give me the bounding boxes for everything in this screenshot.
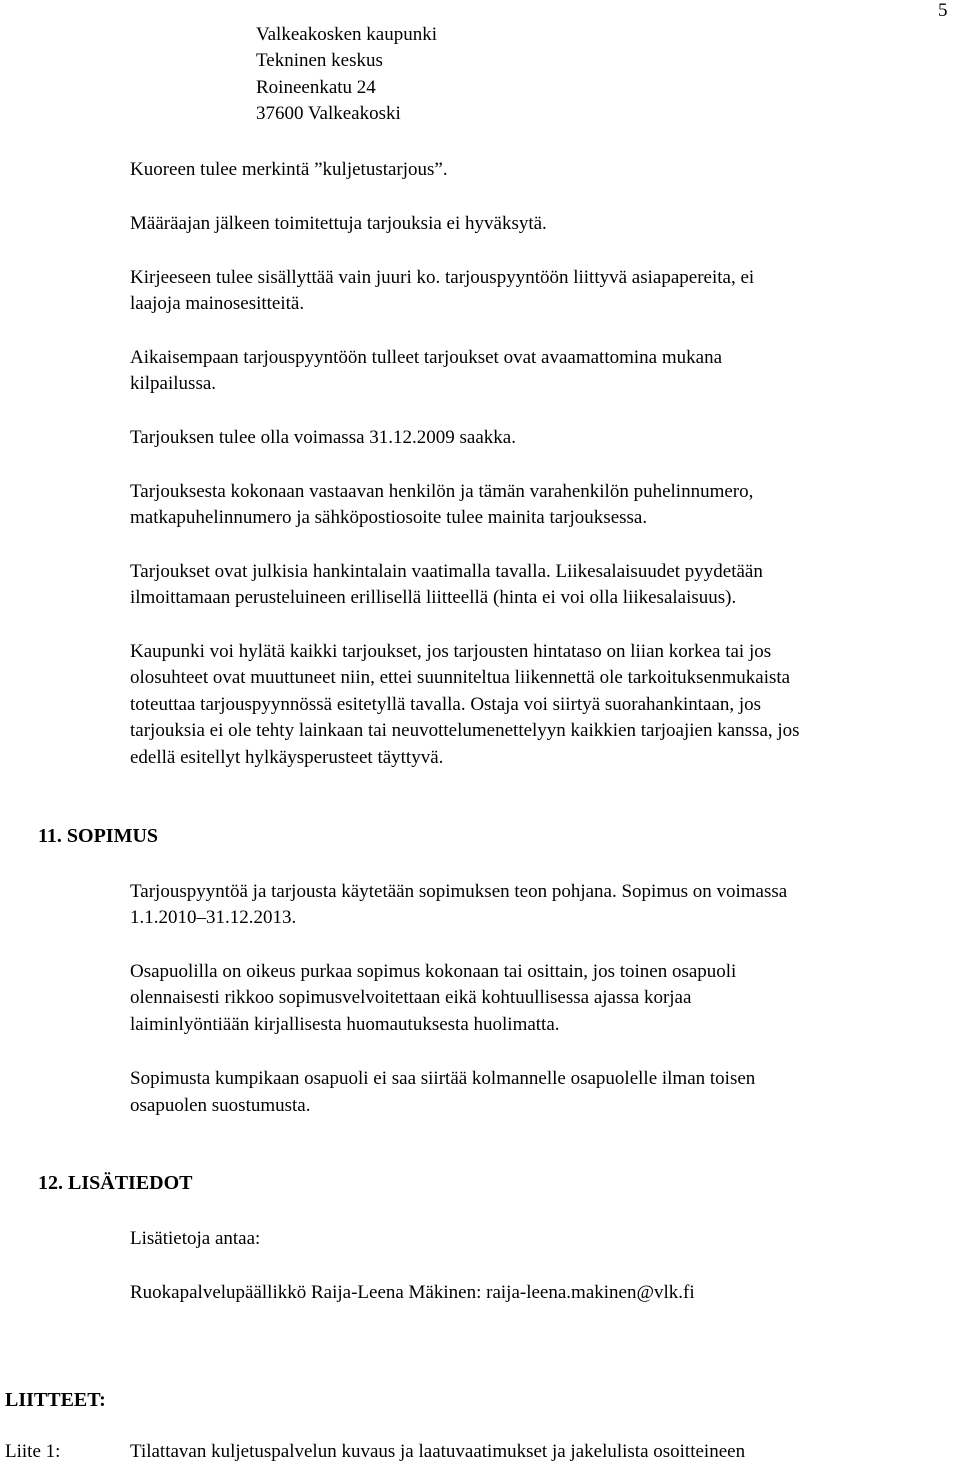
paragraph-line: tarjouksia ei ole tehty lainkaan tai neuvottelumenettelyyn kaikkien tarjoajien kanssa, jos xyxy=(130,720,800,741)
attachment-description: Tilattavan kuljetuspalvelun kuvaus ja laatuvaatimukset ja jakelulista osoitteineen xyxy=(130,1441,746,1462)
paragraph: Lisätietoja antaa: xyxy=(130,1228,261,1249)
paragraph-line: laiminlyöntiään kirjallisesta huomautuksesta huolimatta. xyxy=(130,1014,560,1035)
paragraph-line: edellä esitellyt hylkäysperusteet täyttyvä. xyxy=(130,747,444,768)
page-number: 5 xyxy=(938,0,948,21)
paragraph: Määräajan jälkeen toimitettuja tarjouksia ei hyväksytä. xyxy=(130,213,547,234)
paragraph-line: laajoja mainosesitteitä. xyxy=(130,293,305,314)
section-heading-lisatiedot: 12. LISÄTIEDOT xyxy=(38,1172,193,1194)
paragraph-line: Tarjouksesta kokonaan vastaavan henkilön ja tämän varahenkilön puhelinnumero, xyxy=(130,481,754,502)
paragraph-line: osapuolen suostumusta. xyxy=(130,1095,311,1116)
paragraph-line: matkapuhelinnumero ja sähköpostiosoite tulee mainita tarjouksessa. xyxy=(130,507,648,528)
paragraph-line: ilmoittamaan perusteluineen erillisellä liitteellä (hinta ei voi olla liikesalaisuus). xyxy=(130,587,737,608)
paragraph-line: Kirjeeseen tulee sisällyttää vain juuri ko. tarjouspyyntöön liittyvä asiapapereita, ei xyxy=(130,267,755,288)
paragraph-line: olennaisesti rikkoo sopimusvelvoitettaan eikä kohtuullisessa ajassa korjaa xyxy=(130,987,692,1008)
paragraph-line: Osapuolilla on oikeus purkaa sopimus kokonaan tai osittain, jos toinen osapuoli xyxy=(130,961,737,982)
address-line: Valkeakosken kaupunki xyxy=(256,24,437,45)
paragraph-line: Tarjouspyyntöä ja tarjousta käytetään sopimuksen teon pohjana. Sopimus on voimassa xyxy=(130,881,788,902)
paragraph-line: Sopimusta kumpikaan osapuoli ei saa siirtää kolmannelle osapuolelle ilman toisen xyxy=(130,1068,756,1089)
paragraph: Kuoreen tulee merkintä ”kuljetustarjous”. xyxy=(130,159,448,180)
section-heading-sopimus: 11. SOPIMUS xyxy=(38,825,159,847)
paragraph-line: Tarjoukset ovat julkisia hankintalain vaatimalla tavalla. Liikesalaisuudet pyydetään xyxy=(130,561,763,582)
attachments-heading: LIITTEET: xyxy=(5,1389,106,1411)
address-line: Tekninen keskus xyxy=(256,50,383,71)
address-line: Roineenkatu 24 xyxy=(256,77,376,98)
paragraph-line: olosuhteet ovat muuttuneet niin, ettei suunniteltua liikennettä ole tarkoituksenmukaista xyxy=(130,667,791,688)
attachment-label: Liite 1: xyxy=(5,1441,61,1462)
paragraph-line: kilpailussa. xyxy=(130,373,217,394)
paragraph-line: 1.1.2010–31.12.2013. xyxy=(130,907,297,928)
paragraph: Tarjouksen tulee olla voimassa 31.12.2009 saakka. xyxy=(130,427,516,448)
address-line: 37600 Valkeakoski xyxy=(256,103,401,124)
contact-line: Ruokapalvelupäällikkö Raija-Leena Mäkinen: raija-leena.makinen@vlk.fi xyxy=(130,1282,695,1303)
paragraph-line: Aikaisempaan tarjouspyyntöön tulleet tarjoukset ovat avaamattomina mukana xyxy=(130,347,722,368)
paragraph-line: Kaupunki voi hylätä kaikki tarjoukset, jos tarjousten hintataso on liian korkea tai jos xyxy=(130,641,772,662)
paragraph-line: toteuttaa tarjouspyynnössä esitetyllä tavalla. Ostaja voi siirtyä suorahankintaan, jos xyxy=(130,694,762,715)
